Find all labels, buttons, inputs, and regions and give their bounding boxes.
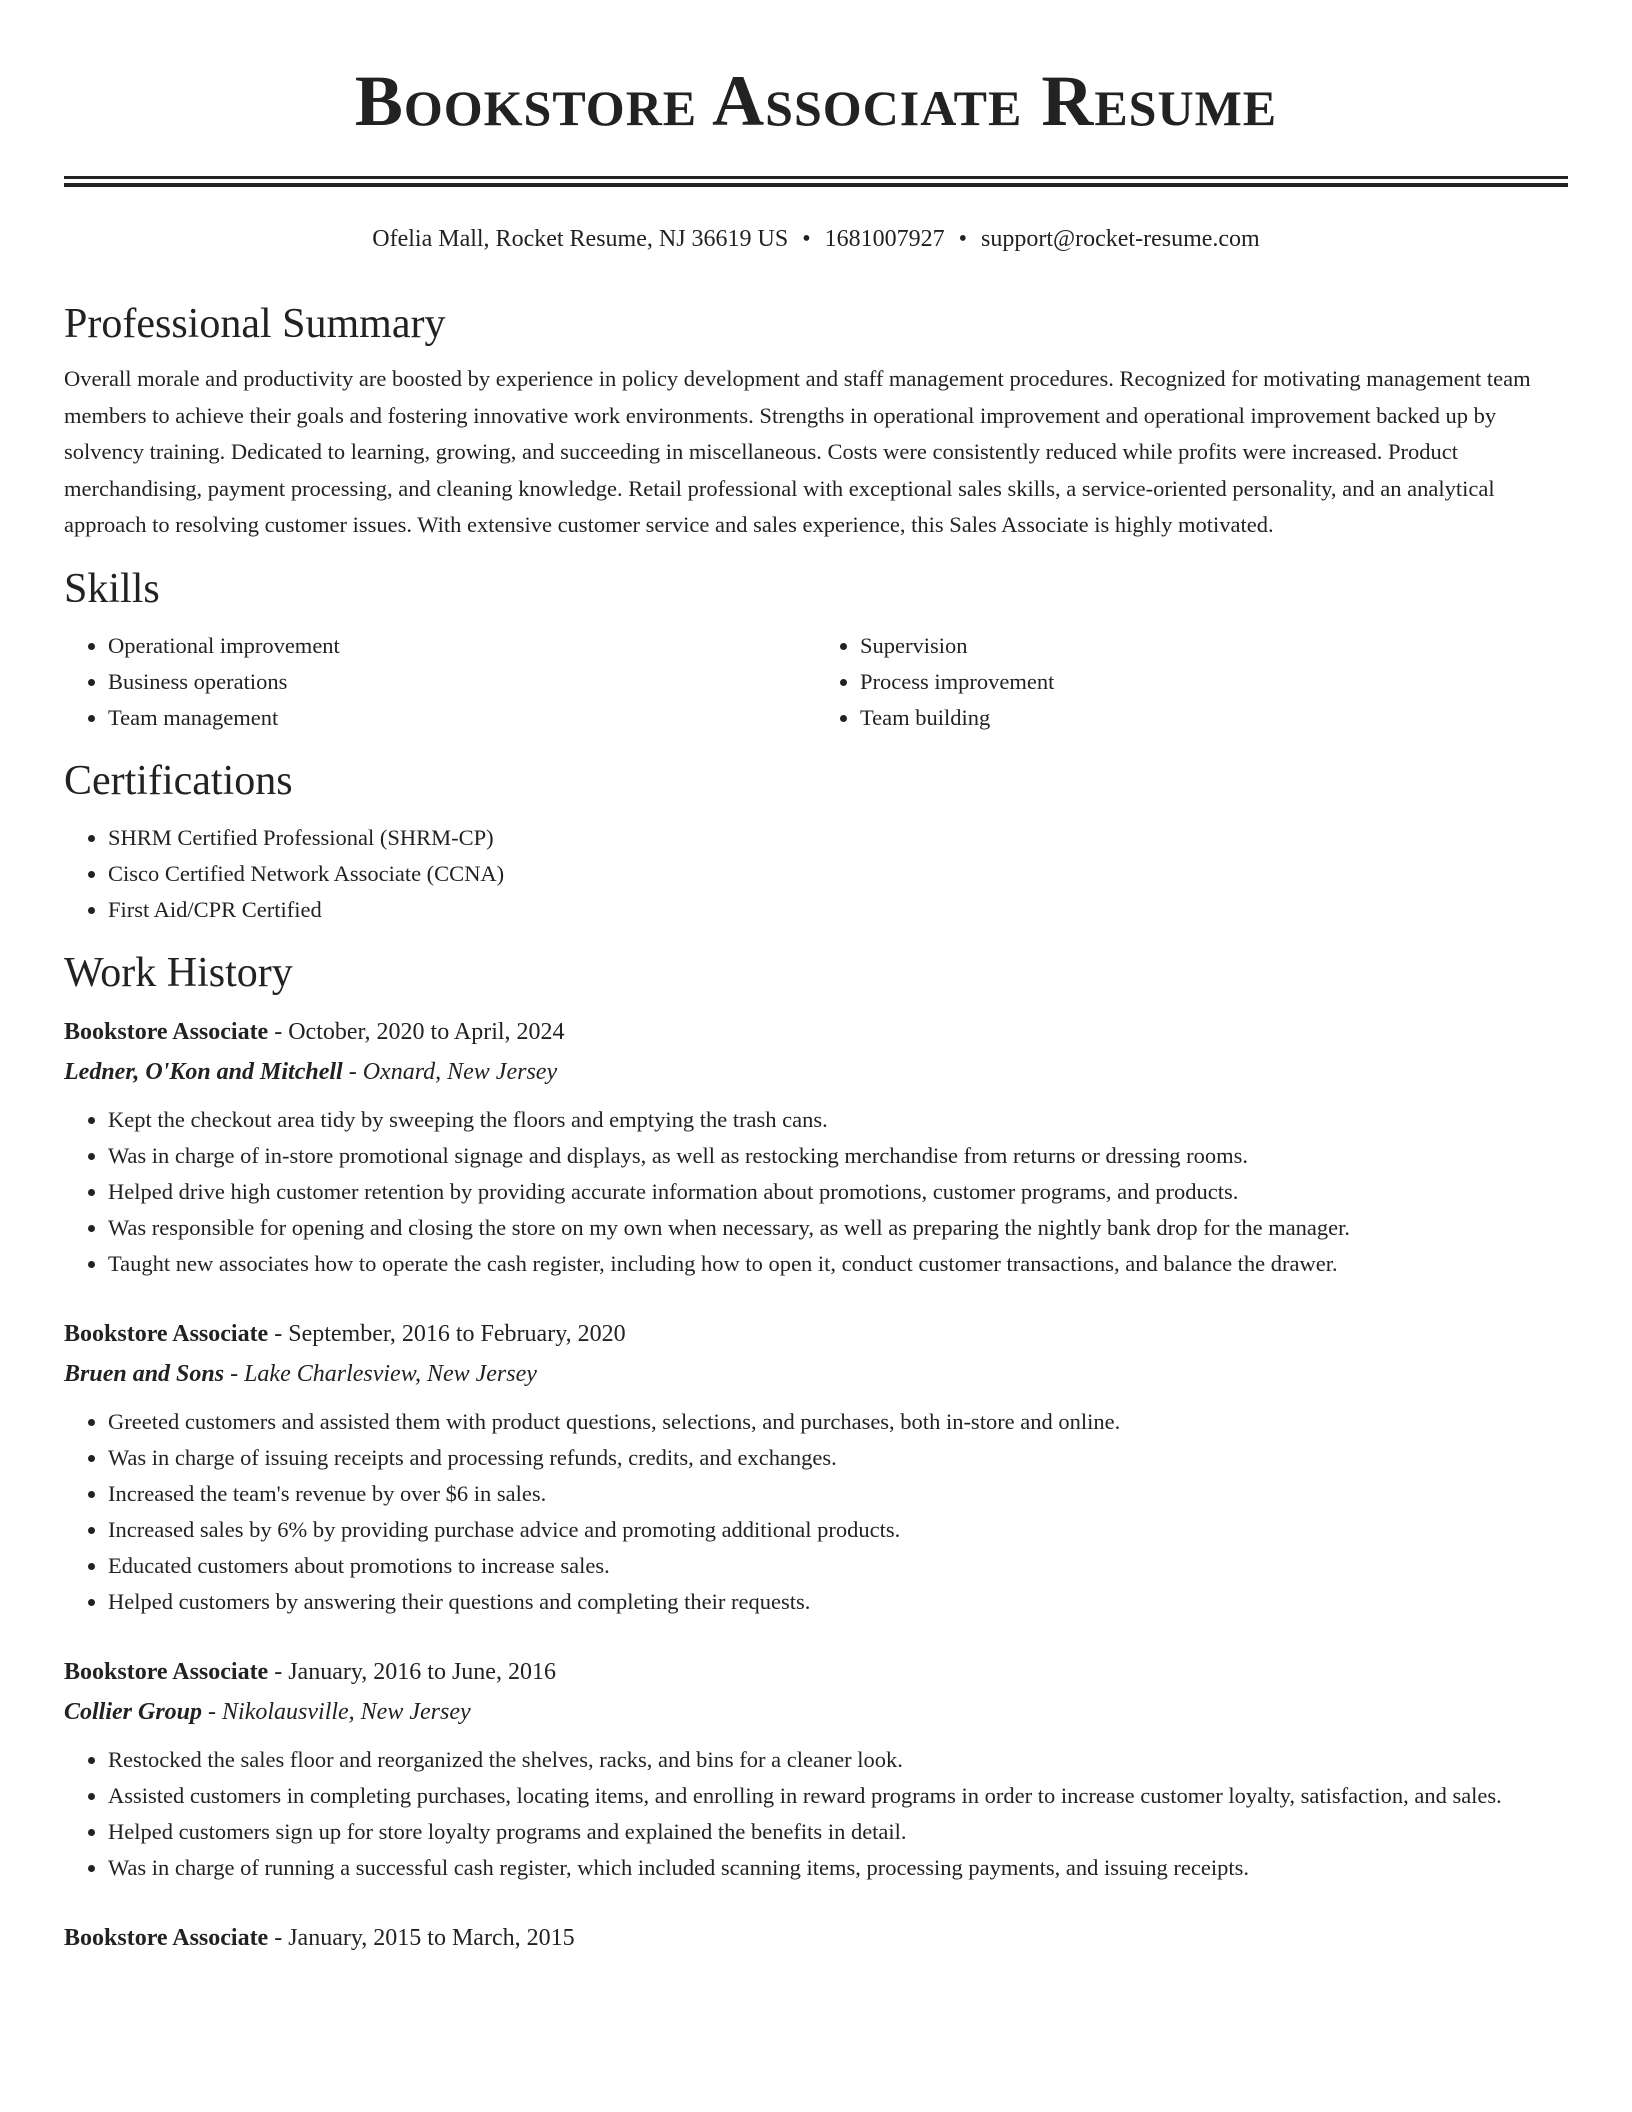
resume-title: Bookstore Associate Resume [354,61,1278,141]
job-duty: • Greeted customers and assisted them with product questions, selections, and purchases, both in-store and online. [108,1404,1568,1440]
job-dates: September, 2016 to February, 2020 [288,1320,626,1347]
job-title: Bookstore Associate [64,1924,269,1951]
certification-item: • First Aid/CPR Certified [108,892,1568,928]
job-dates: October, 2020 to April, 2024 [288,1018,565,1045]
skill-item: • Business operations [108,664,816,700]
contact-address: Ofelia Mall, Rocket Resume, NJ 36619 US [372,226,789,252]
skills-section [64,564,1568,736]
job-duties-list [64,1404,1568,1620]
job-location: Lake Charlesview, New Jersey [244,1360,537,1387]
summary-text: Overall morale and productivity are boosted by experience in policy development and staff management procedures. Recognized for motivating management team members to achieve their goals and fostering innovative work environments. Strengths in operational improvement and operational improvement backed up by solvency training. Dedicated to learning, growing, and succeeding in miscellaneous. Costs were consistently reduced while profits were increased. Product merchandising, payment processing, and cleaning knowledge. Retail professional with exceptional sales skills, a service-oriented personality, and an analytical approach to resolving customer issues. With extensive customer service and sales experience, this Sales Associate is highly motivated. [64,366,1531,537]
job-duty: • Helped customers sign up for store loyalty programs and explained the benefits in detail. [108,1814,1568,1850]
contact-phone: 1681007927 [824,226,945,252]
job-title-line: Bookstore Associate - January, 2015 to March, 2015 [64,1924,575,1951]
job-duty: • Kept the checkout area tidy by sweeping the floors and emptying the trash cans. [108,1102,1568,1138]
job-title: Bookstore Associate [64,1018,269,1045]
contact-separator: • [802,226,811,252]
job-company: Ledner, O'Kon and Mitchell [64,1058,343,1085]
job-duties-list [64,1102,1568,1282]
work-history-heading: Work History [64,949,293,996]
job-company-line: Bruen and Sons - Lake Charlesview, New Jersey [64,1360,537,1387]
certifications-list [64,820,1568,928]
title-divider [64,176,1568,187]
job-entry [64,1918,1568,1958]
job-title-line: Bookstore Associate - October, 2020 to April, 2024 [64,1018,565,1045]
job-duty: • Taught new associates how to operate the cash register, including how to open it, conduct customer transactions, and balance the drawer. [108,1246,1568,1282]
job-duty: • Restocked the sales floor and reorganized the shelves, racks, and bins for a cleaner look. [108,1742,1568,1778]
work-history-section [64,948,1568,1958]
job-duties-list [64,1742,1568,1886]
certifications-section [64,756,1568,928]
job-company-line: Ledner, O'Kon and Mitchell - Oxnard, New Jersey [64,1058,558,1085]
job-duty: • Assisted customers in completing purchases, locating items, and enrolling in reward programs in order to increase customer loyalty, satisfaction, and sales. [108,1778,1568,1814]
summary-section [64,299,1568,544]
job-title-line: Bookstore Associate - September, 2016 to February, 2020 [64,1320,626,1347]
job-duty: • Increased sales by 6% by providing purchase advice and promoting additional products. [108,1512,1568,1548]
job-dates: January, 2016 to June, 2016 [288,1658,556,1685]
certifications-heading: Certifications [64,757,293,804]
skill-item: • Supervision [860,628,1568,664]
job-duty: • Was in charge of issuing receipts and processing refunds, credits, and exchanges. [108,1440,1568,1476]
skill-item: • Team building [860,700,1568,736]
job-duty: • Increased the team's revenue by over $6 in sales. [108,1476,1568,1512]
skills-columns [64,628,1568,736]
summary-heading: Professional Summary [64,301,446,347]
skill-item: • Process improvement [860,664,1568,700]
job-location: Oxnard, New Jersey [362,1058,558,1085]
skill-item: • Team management [108,700,816,736]
job-entry [64,1652,1568,1886]
contact-email: support@rocket-resume.com [981,226,1260,252]
job-duty: • Helped customers by answering their questions and completing their requests. [108,1584,1568,1620]
job-company: Collier Group [64,1698,203,1725]
job-duty: • Was in charge of running a successful cash register, which included scanning items, processing payments, and issuing receipts. [108,1850,1568,1886]
job-duty: • Educated customers about promotions to increase sales. [108,1548,1568,1584]
skills-list-right [816,628,1568,736]
job-entry [64,1314,1568,1620]
skills-list-left [64,628,816,736]
job-duty: • Helped drive high customer retention by providing accurate information about promotions, customer programs, and products. [108,1174,1568,1210]
contact-separator: • [958,226,968,252]
job-location: Nikolausville, New Jersey [222,1698,471,1725]
certification-item: • Cisco Certified Network Associate (CCNA) [108,856,1568,892]
job-entry [64,1012,1568,1282]
job-title: Bookstore Associate [64,1658,269,1685]
job-company: Bruen and Sons [64,1360,225,1387]
job-company-line: Collier Group - Nikolausville, New Jersey [64,1698,471,1725]
skill-item: • Operational improvement [108,628,816,664]
job-duty: • Was in charge of in-store promotional signage and displays, as well as restocking merchandise from returns or dressing rooms. [108,1138,1568,1174]
contact-line [64,223,1568,255]
job-title: Bookstore Associate [64,1320,269,1347]
job-duty: • Was responsible for opening and closing the store on my own when necessary, as well as preparing the nightly bank drop for the manager. [108,1210,1568,1246]
certification-item: • SHRM Certified Professional (SHRM-CP) [108,820,1568,856]
job-dates: January, 2015 to March, 2015 [288,1924,575,1951]
skills-heading: Skills [64,565,160,612]
job-title-line: Bookstore Associate - January, 2016 to June, 2016 [64,1658,556,1685]
